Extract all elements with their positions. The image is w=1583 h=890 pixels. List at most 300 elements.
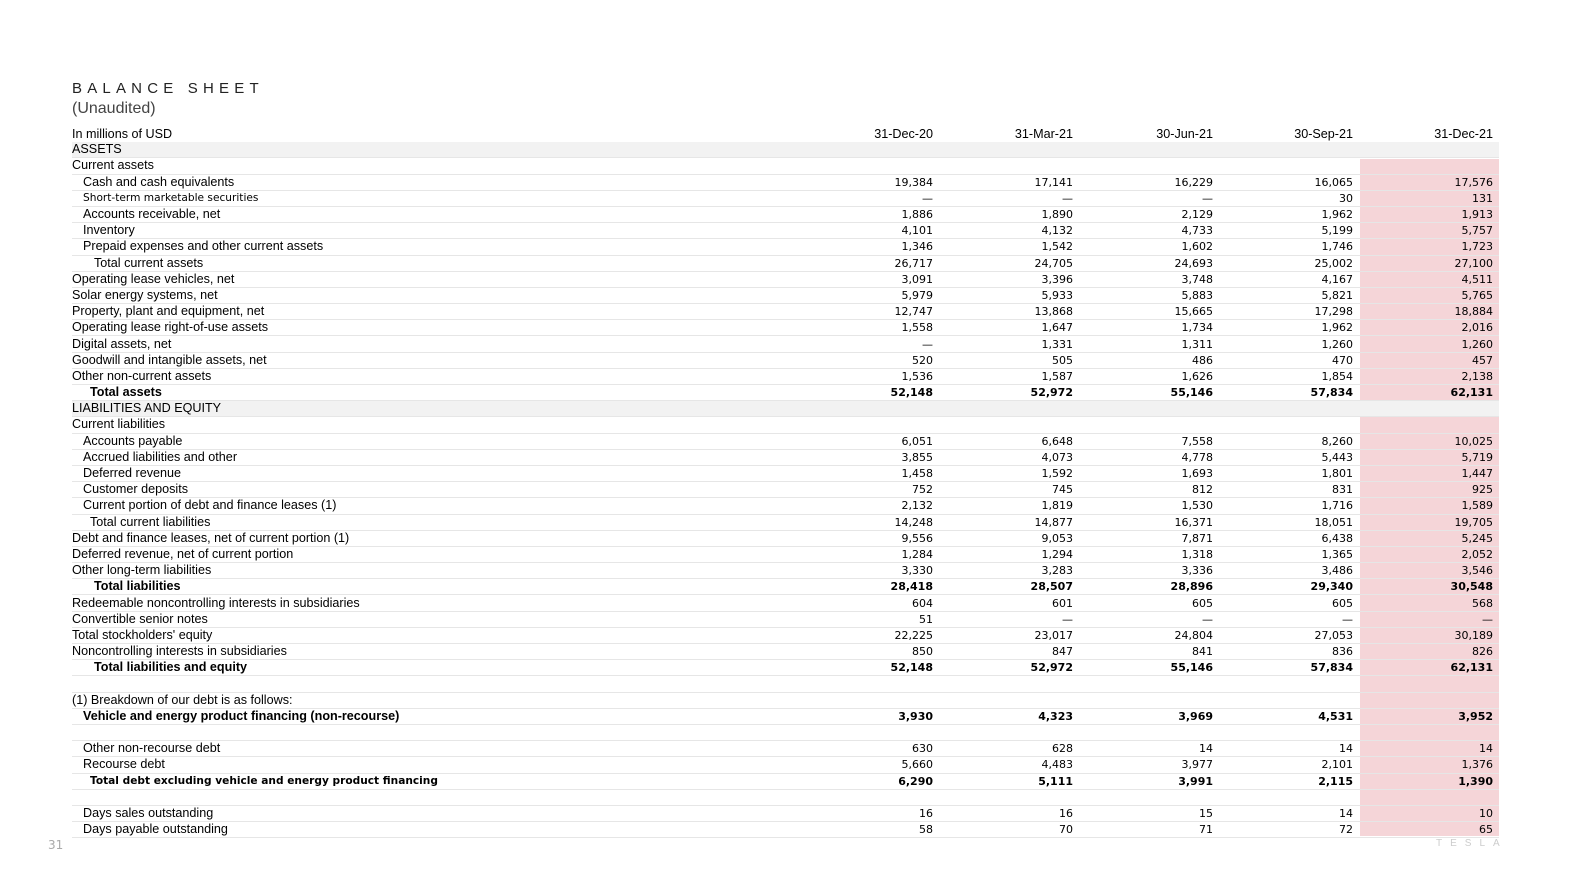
row-label: Days sales outstanding	[72, 805, 799, 821]
row-value	[799, 789, 939, 805]
row-value: 1,602	[1079, 239, 1219, 255]
row-value	[1219, 401, 1359, 417]
row-value: 1,365	[1219, 546, 1359, 562]
row-value: 836	[1219, 644, 1359, 660]
table-row	[72, 595, 1499, 611]
table-row	[72, 417, 1499, 433]
table-row	[72, 773, 1499, 789]
row-value: 4,733	[1079, 223, 1219, 239]
row-value: 29,340	[1219, 579, 1359, 595]
row-value: 25,002	[1219, 255, 1359, 271]
row-value: 28,418	[799, 579, 939, 595]
row-value	[1359, 142, 1499, 158]
row-value	[939, 401, 1079, 417]
table-row	[72, 158, 1499, 174]
row-value: 1,886	[799, 206, 939, 222]
row-value: 1,819	[939, 498, 1079, 514]
row-label: Current assets	[72, 158, 799, 174]
company-logo: TESLA	[1436, 838, 1508, 849]
row-value: 52,972	[939, 660, 1079, 676]
row-value: 52,972	[939, 385, 1079, 401]
row-value: 604	[799, 595, 939, 611]
table-row	[72, 579, 1499, 595]
row-value: 3,855	[799, 449, 939, 465]
row-value: 5,757	[1359, 223, 1499, 239]
row-label: Total liabilities and equity	[72, 660, 799, 676]
row-value: 1,589	[1359, 498, 1499, 514]
row-value: 1,746	[1219, 239, 1359, 255]
row-value: 3,748	[1079, 271, 1219, 287]
row-value: 52,148	[799, 385, 939, 401]
row-value: 1,587	[939, 368, 1079, 384]
row-value: 5,765	[1359, 287, 1499, 303]
table-row	[72, 385, 1499, 401]
row-value: 847	[939, 644, 1079, 660]
row-label: Digital assets, net	[72, 336, 799, 352]
table-row	[72, 465, 1499, 481]
table-row	[72, 563, 1499, 579]
row-label: Accounts payable	[72, 433, 799, 449]
table-row	[72, 352, 1499, 368]
row-value: 17,576	[1359, 174, 1499, 190]
row-value: 630	[799, 741, 939, 757]
row-value: 16,229	[1079, 174, 1219, 190]
row-label: Current liabilities	[72, 417, 799, 433]
row-value: 1,693	[1079, 465, 1219, 481]
row-value	[1079, 724, 1219, 740]
row-value	[1079, 417, 1219, 433]
row-value	[1079, 676, 1219, 692]
row-value: 70	[939, 822, 1079, 838]
row-value: 1,626	[1079, 368, 1219, 384]
row-value: 1,284	[799, 546, 939, 562]
row-value: 22,225	[799, 627, 939, 643]
row-value: 1,890	[939, 206, 1079, 222]
row-value: 1,260	[1359, 336, 1499, 352]
row-value: 3,396	[939, 271, 1079, 287]
row-value: 14	[1219, 805, 1359, 821]
header-period: 30-Jun-21	[1156, 127, 1213, 142]
row-value: 8,260	[1219, 433, 1359, 449]
row-value: 5,979	[799, 287, 939, 303]
row-value: —	[1359, 611, 1499, 627]
row-value: 628	[939, 741, 1079, 757]
row-value	[1079, 789, 1219, 805]
table-header-row	[72, 127, 1499, 142]
row-value	[1359, 789, 1499, 805]
row-value: 1,723	[1359, 239, 1499, 255]
row-value: 1,716	[1219, 498, 1359, 514]
row-value: 5,883	[1079, 287, 1219, 303]
row-value	[1219, 676, 1359, 692]
row-value: 812	[1079, 482, 1219, 498]
row-value: 505	[939, 352, 1079, 368]
row-value: 19,384	[799, 174, 939, 190]
row-value: 1,801	[1219, 465, 1359, 481]
row-label: Recourse debt	[72, 757, 799, 773]
row-value: 4,483	[939, 757, 1079, 773]
row-value: 1,376	[1359, 757, 1499, 773]
row-value: 16,065	[1219, 174, 1359, 190]
table-row	[72, 789, 1499, 805]
row-value: 14,877	[939, 514, 1079, 530]
row-value: 30,189	[1359, 627, 1499, 643]
row-value: 51	[799, 611, 939, 627]
row-value: 1,260	[1219, 336, 1359, 352]
row-value: 3,930	[799, 708, 939, 724]
row-value: 12,747	[799, 304, 939, 320]
row-value	[1219, 789, 1359, 805]
row-label: Other non-recourse debt	[72, 741, 799, 757]
row-value: —	[1079, 190, 1219, 206]
row-value: 745	[939, 482, 1079, 498]
row-value: 65	[1359, 822, 1499, 838]
row-value: 605	[1219, 595, 1359, 611]
row-value: 5,111	[939, 773, 1079, 789]
row-value: 2,016	[1359, 320, 1499, 336]
row-value: 17,141	[939, 174, 1079, 190]
row-value	[799, 401, 939, 417]
row-value: 62,131	[1359, 660, 1499, 676]
row-value: 605	[1079, 595, 1219, 611]
row-value: 5,245	[1359, 530, 1499, 546]
row-value: 925	[1359, 482, 1499, 498]
row-value: 3,546	[1359, 563, 1499, 579]
row-value	[799, 724, 939, 740]
row-value: 55,146	[1079, 660, 1219, 676]
balance-sheet-table	[72, 127, 1499, 838]
row-value: 841	[1079, 644, 1219, 660]
row-value: 5,933	[939, 287, 1079, 303]
table-row	[72, 304, 1499, 320]
row-value	[799, 417, 939, 433]
table-row	[72, 627, 1499, 643]
row-value: 831	[1219, 482, 1359, 498]
row-value: 1,558	[799, 320, 939, 336]
row-label: Redeemable noncontrolling interests in subsidiaries	[72, 595, 799, 611]
row-value: 1,542	[939, 239, 1079, 255]
row-value	[1359, 676, 1499, 692]
row-value: 19,705	[1359, 514, 1499, 530]
row-value: —	[799, 190, 939, 206]
row-value: 1,962	[1219, 206, 1359, 222]
row-label: Property, plant and equipment, net	[72, 304, 799, 320]
row-value: 1,294	[939, 546, 1079, 562]
row-value: 9,556	[799, 530, 939, 546]
row-value	[1219, 692, 1359, 708]
row-value: 7,558	[1079, 433, 1219, 449]
row-value	[1359, 692, 1499, 708]
table-row	[72, 320, 1499, 336]
row-label: Other long-term liabilities	[72, 563, 799, 579]
row-value: 10,025	[1359, 433, 1499, 449]
row-value: 470	[1219, 352, 1359, 368]
row-label: Cash and cash equivalents	[72, 174, 799, 190]
row-value: 568	[1359, 595, 1499, 611]
row-value: —	[1219, 611, 1359, 627]
row-label: Total current liabilities	[72, 514, 799, 530]
row-value: 62,131	[1359, 385, 1499, 401]
row-value: 5,719	[1359, 449, 1499, 465]
table-row	[72, 741, 1499, 757]
row-label	[72, 676, 799, 692]
table-row	[72, 530, 1499, 546]
row-value	[1359, 401, 1499, 417]
page-title: BALANCE SHEET	[72, 80, 264, 97]
row-label: Short-term marketable securities	[72, 190, 799, 206]
row-value	[1079, 401, 1219, 417]
table-row	[72, 611, 1499, 627]
row-label: Solar energy systems, net	[72, 287, 799, 303]
table-row	[72, 401, 1499, 417]
row-value: 1,458	[799, 465, 939, 481]
row-label: Goodwill and intangible assets, net	[72, 352, 799, 368]
row-value: —	[939, 190, 1079, 206]
row-label: ASSETS	[72, 142, 799, 158]
page-number: 31	[48, 838, 64, 852]
row-value: 27,100	[1359, 255, 1499, 271]
row-value: 18,884	[1359, 304, 1499, 320]
row-value: 2,138	[1359, 368, 1499, 384]
row-value: 457	[1359, 352, 1499, 368]
row-value: 4,101	[799, 223, 939, 239]
row-label: Inventory	[72, 223, 799, 239]
row-value	[1219, 142, 1359, 158]
row-value: 1,536	[799, 368, 939, 384]
row-value: 6,051	[799, 433, 939, 449]
row-label: Total stockholders' equity	[72, 627, 799, 643]
row-value: 850	[799, 644, 939, 660]
table-row	[72, 660, 1499, 676]
row-value	[1079, 158, 1219, 174]
row-label: (1) Breakdown of our debt is as follows:	[72, 692, 799, 708]
row-label: Accounts receivable, net	[72, 206, 799, 222]
row-label: Current portion of debt and finance leases (1)	[72, 498, 799, 514]
row-value	[1359, 417, 1499, 433]
row-value: 17,298	[1219, 304, 1359, 320]
page-subtitle: (Unaudited)	[72, 100, 156, 117]
row-label	[72, 724, 799, 740]
row-value: 16	[939, 805, 1079, 821]
row-value	[939, 724, 1079, 740]
row-value: 1,530	[1079, 498, 1219, 514]
row-value: 15,665	[1079, 304, 1219, 320]
row-value: 6,648	[939, 433, 1079, 449]
row-value: —	[1079, 611, 1219, 627]
row-label: Total assets	[72, 385, 799, 401]
table-row	[72, 433, 1499, 449]
row-value	[939, 692, 1079, 708]
row-value: —	[799, 336, 939, 352]
table-row	[72, 482, 1499, 498]
row-value: 71	[1079, 822, 1219, 838]
row-value: 4,778	[1079, 449, 1219, 465]
row-value: 24,705	[939, 255, 1079, 271]
table-row	[72, 449, 1499, 465]
row-value: 1,447	[1359, 465, 1499, 481]
table-row	[72, 676, 1499, 692]
header-period: 31-Dec-20	[874, 127, 933, 142]
row-value: 131	[1359, 190, 1499, 206]
table-row	[72, 174, 1499, 190]
row-value: 58	[799, 822, 939, 838]
row-value: 14	[1359, 741, 1499, 757]
row-value: 2,052	[1359, 546, 1499, 562]
row-value: 1,854	[1219, 368, 1359, 384]
row-value: 4,511	[1359, 271, 1499, 287]
table-row	[72, 271, 1499, 287]
row-label: Debt and finance leases, net of current portion (1)	[72, 530, 799, 546]
table-row	[72, 514, 1499, 530]
row-value: 4,167	[1219, 271, 1359, 287]
row-label: Prepaid expenses and other current assets	[72, 239, 799, 255]
row-value: 24,693	[1079, 255, 1219, 271]
table-row	[72, 287, 1499, 303]
row-label: Deferred revenue, net of current portion	[72, 546, 799, 562]
row-label: Total liabilities	[72, 579, 799, 595]
row-value: 3,091	[799, 271, 939, 287]
row-label: Vehicle and energy product financing (non-recourse)	[72, 708, 799, 724]
row-value	[1359, 158, 1499, 174]
row-value: 1,592	[939, 465, 1079, 481]
table-row	[72, 142, 1499, 158]
table-row	[72, 190, 1499, 206]
header-units: In millions of USD	[72, 127, 173, 142]
row-value: 52,148	[799, 660, 939, 676]
row-value	[1079, 692, 1219, 708]
row-value: 23,017	[939, 627, 1079, 643]
row-value: 24,804	[1079, 627, 1219, 643]
table-row	[72, 822, 1499, 838]
table-row	[72, 546, 1499, 562]
row-value: 14,248	[799, 514, 939, 530]
row-label	[72, 789, 799, 805]
header-period: 31-Dec-21	[1434, 127, 1493, 142]
row-value	[939, 158, 1079, 174]
row-value: 5,821	[1219, 287, 1359, 303]
row-value: 1,913	[1359, 206, 1499, 222]
row-label: Accrued liabilities and other	[72, 449, 799, 465]
row-label: Total debt excluding vehicle and energy product financing	[72, 773, 799, 789]
table-row	[72, 498, 1499, 514]
row-value: —	[939, 611, 1079, 627]
header-period: 30-Sep-21	[1294, 127, 1353, 142]
row-value: 1,311	[1079, 336, 1219, 352]
row-value: 752	[799, 482, 939, 498]
row-value: 28,896	[1079, 579, 1219, 595]
row-value: 16,371	[1079, 514, 1219, 530]
row-value: 1,331	[939, 336, 1079, 352]
row-value: 9,053	[939, 530, 1079, 546]
row-value: 826	[1359, 644, 1499, 660]
row-label: Days payable outstanding	[72, 822, 799, 838]
row-value	[939, 676, 1079, 692]
row-value: 15	[1079, 805, 1219, 821]
row-value: 72	[1219, 822, 1359, 838]
row-value: 2,129	[1079, 206, 1219, 222]
row-value: 6,290	[799, 773, 939, 789]
row-label: Other non-current assets	[72, 368, 799, 384]
row-label: LIABILITIES AND EQUITY	[72, 401, 799, 417]
table-row	[72, 805, 1499, 821]
row-value: 13,868	[939, 304, 1079, 320]
row-value: 3,336	[1079, 563, 1219, 579]
table-row	[72, 708, 1499, 724]
table-row	[72, 336, 1499, 352]
row-value	[799, 692, 939, 708]
row-value	[1219, 158, 1359, 174]
row-value: 1,346	[799, 239, 939, 255]
table-row	[72, 223, 1499, 239]
row-value: 4,132	[939, 223, 1079, 239]
row-value	[799, 158, 939, 174]
row-value: 5,443	[1219, 449, 1359, 465]
row-value	[1219, 724, 1359, 740]
row-value: 57,834	[1219, 660, 1359, 676]
row-value: 486	[1079, 352, 1219, 368]
row-value: 3,486	[1219, 563, 1359, 579]
row-value: 16	[799, 805, 939, 821]
row-value	[1219, 417, 1359, 433]
row-value	[799, 676, 939, 692]
row-value: 1,390	[1359, 773, 1499, 789]
row-value: 4,073	[939, 449, 1079, 465]
row-label: Operating lease vehicles, net	[72, 271, 799, 287]
row-value: 3,977	[1079, 757, 1219, 773]
row-value: 3,952	[1359, 708, 1499, 724]
row-value: 14	[1079, 741, 1219, 757]
row-label: Convertible senior notes	[72, 611, 799, 627]
row-value: 7,871	[1079, 530, 1219, 546]
row-value: 28,507	[939, 579, 1079, 595]
table-row	[72, 692, 1499, 708]
row-value: 5,199	[1219, 223, 1359, 239]
table-row	[72, 724, 1499, 740]
row-value: 5,660	[799, 757, 939, 773]
row-value: 27,053	[1219, 627, 1359, 643]
table-row	[72, 368, 1499, 384]
row-value	[1079, 142, 1219, 158]
row-value: 14	[1219, 741, 1359, 757]
row-value	[939, 417, 1079, 433]
row-label: Customer deposits	[72, 482, 799, 498]
row-value: 1,962	[1219, 320, 1359, 336]
table-row	[72, 206, 1499, 222]
row-value: 4,323	[939, 708, 1079, 724]
row-value: 1,647	[939, 320, 1079, 336]
row-label: Noncontrolling interests in subsidiaries	[72, 644, 799, 660]
row-label: Operating lease right-of-use assets	[72, 320, 799, 336]
table-row	[72, 757, 1499, 773]
row-value: 6,438	[1219, 530, 1359, 546]
row-value: 601	[939, 595, 1079, 611]
table-row	[72, 255, 1499, 271]
row-value: 30	[1219, 190, 1359, 206]
row-label: Deferred revenue	[72, 465, 799, 481]
header-period: 31-Mar-21	[1014, 127, 1073, 142]
row-value: 520	[799, 352, 939, 368]
row-value: 30,548	[1359, 579, 1499, 595]
row-value	[1359, 724, 1499, 740]
row-value: 1,734	[1079, 320, 1219, 336]
row-value	[799, 142, 939, 158]
row-value	[939, 142, 1079, 158]
row-label: Total current assets	[72, 255, 799, 271]
row-value: 3,991	[1079, 773, 1219, 789]
row-value: 26,717	[799, 255, 939, 271]
table-row	[72, 239, 1499, 255]
row-value: 3,330	[799, 563, 939, 579]
